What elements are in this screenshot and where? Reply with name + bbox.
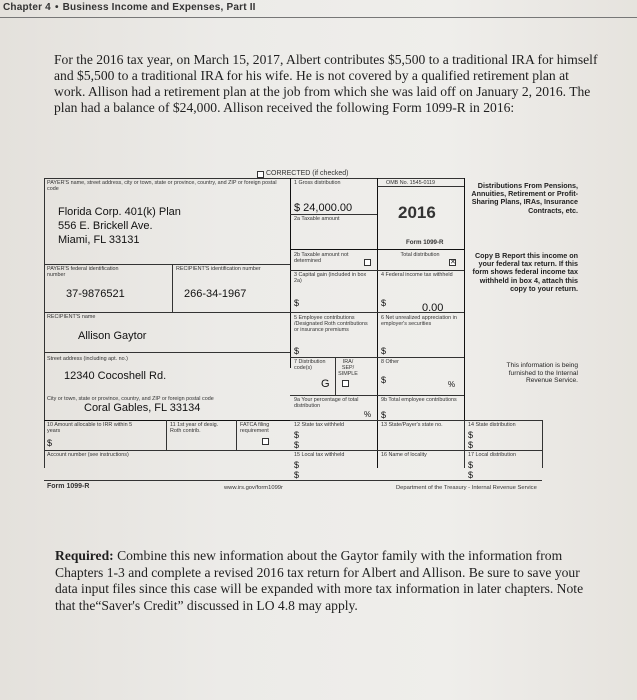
box5-rule: [290, 357, 464, 358]
payer-tin-label: PAYER'S federal identification number: [47, 266, 119, 278]
intro-paragraph: For the 2016 tax year, on March 15, 2017, Albert contributes $5,500 to a traditional IRA for himself and $5,500 to a traditional IRA for his wife. He is not covered by a qualified retirement plan at work. Allison had a retirement plan at the job from which she was laid off on January 2, 2016. The plan had a balance of $24,000. Allison received the following Form 1099-R in 2016:: [54, 52, 598, 115]
tin-bottom-rule: [44, 312, 464, 313]
tin-divider: [172, 264, 173, 312]
box17-dollar-a: $: [468, 460, 474, 470]
footer-department: Department of the Treasury - Internal Revenue Service: [396, 485, 537, 491]
box14-left-rule: [464, 420, 465, 468]
box3-label: 3 Capital gain (included in box 2a): [294, 272, 367, 284]
box1-value: $ 24,000.00: [294, 202, 353, 214]
box16-label: 16 Name of locality: [381, 452, 427, 458]
fatca-label: FATCA filing requirement: [240, 422, 270, 434]
box15-dollar-a: $: [294, 460, 300, 470]
payer-label: PAYER'S name, street address, city or town, state or province, country, and ZIP or foreign postal code: [47, 180, 277, 192]
street-label: Street address (including apt. no.): [47, 356, 128, 362]
payer-tin-value: 37-9876521: [66, 288, 125, 300]
required-label: Required:: [55, 548, 114, 563]
header-rule: [0, 17, 637, 18]
chapter-title: Business Income and Expenses, Part II: [62, 2, 256, 13]
box10-dollar: $: [47, 438, 53, 448]
street-value: 12340 Cocoshell Rd.: [64, 370, 167, 382]
form-left-rule: [44, 178, 45, 468]
box1-label: 1 Gross distribution: [294, 180, 341, 186]
form-far-right-rule: [542, 420, 543, 468]
box7-divider: [335, 357, 336, 395]
payer-line-1: Florida Corp. 401(k) Plan: [58, 206, 181, 218]
box6-dollar: $: [381, 346, 387, 356]
box11-divider: [236, 420, 237, 450]
chapter-header: [3, 2, 256, 13]
box10-label: 10 Amount allocable to IRR within 5 years: [47, 422, 133, 434]
form-name-small: Form 1099-R: [406, 239, 444, 246]
box9a-percent: %: [364, 410, 372, 419]
tin-top-rule: [44, 264, 290, 265]
irs-information-note: This information is being furnished to the Internal Revenue Service.: [506, 362, 578, 385]
box14-label: 14 State distribution: [468, 422, 516, 428]
box9b-dollar: $: [381, 410, 387, 420]
box15-label: 15 Local tax withheld: [294, 452, 345, 458]
payer-line-3: Miami, FL 33131: [58, 234, 140, 246]
box1-rule: [290, 214, 377, 215]
total-distribution-label: Total distribution: [400, 252, 440, 258]
recipient-tin-value: 266-34-1967: [184, 288, 247, 300]
name-bottom-rule: [44, 352, 290, 353]
ira-sep-simple-label: IRA/ SEP/ SIMPLE: [338, 359, 358, 377]
box10-divider: [166, 420, 167, 450]
box12-dollar-b: $: [294, 440, 300, 450]
footer-form-name: Form 1099-R: [47, 483, 90, 490]
form-side-title: Distributions From Pensions, Annuities, Retirement or Profit-Sharing Plans, IRAs, Insurance Contracts, etc.: [471, 181, 578, 215]
recipient-name-value: Allison Gaytor: [78, 330, 147, 342]
box11-label: 11 1st year of desig. Roth contrib.: [170, 422, 219, 434]
total-distribution-checkbox[interactable]: [449, 259, 456, 266]
box17-label: 17 Local distribution: [468, 452, 516, 458]
box8-label: 8 Other: [381, 359, 399, 365]
box8-dollar: $: [381, 375, 387, 385]
form-mid2-rule: [377, 178, 378, 468]
problem-intro: [54, 52, 602, 116]
city-value: Coral Gables, FL 33134: [84, 402, 201, 414]
fatca-checkbox[interactable]: [262, 438, 269, 445]
required-text: Combine this new information about the Gaytor family with the information from Chapters 1-3 and complete a revised 2016 tax return for Albert and Allison. Be sure to save your data input files since this case will be expanded with more tax information in later chapters. Note that the“Saver's Credit” discussed in LO 4.8 may apply.: [55, 548, 584, 613]
copy-b-text: Copy B Report this income on your federal tax return. If this form shows federal income tax withheld in box 4, attach this copy to your return.: [472, 251, 578, 293]
box5-dollar: $: [294, 346, 300, 356]
box17-dollar-b: $: [468, 470, 474, 480]
box7-rule: [290, 395, 464, 396]
box13-label: 13 State/Payer's state no.: [381, 422, 443, 428]
account-label: Account number (see instructions): [47, 452, 129, 458]
box2b-rule: [290, 270, 464, 271]
form-mid-rule: [290, 178, 291, 368]
box4-value: 0.00: [422, 302, 444, 314]
omb-number: OMB No. 1545-0119: [386, 180, 436, 186]
ira-sep-simple-checkbox[interactable]: [342, 380, 349, 387]
box12-bottom-rule: [44, 450, 542, 451]
box2b-checkbox[interactable]: [364, 259, 371, 266]
box12-top-rule: [290, 420, 542, 421]
footer-url: www.irs.gov/form1099r: [224, 485, 283, 491]
city-label: City or town, state or province, country, and ZIP or foreign postal code: [47, 396, 214, 402]
form-1099-r: [44, 170, 619, 490]
box5-label: 5 Employee contributions /Designated Roth contributions or insurance premiums: [294, 315, 368, 333]
recipient-tin-label: RECIPIENT'S identification number: [176, 266, 261, 272]
form-bottom-rule: [44, 480, 542, 481]
box15-dollar-b: $: [294, 470, 300, 480]
omb-rule: [377, 186, 464, 187]
recipient-name-label: RECIPIENT'S name: [47, 314, 96, 320]
box7-label: 7 Distribution code(s): [294, 359, 326, 371]
corrected-label: CORRECTED (if checked): [266, 170, 349, 177]
bullet-separator: •: [54, 2, 59, 13]
box9a-label: 9a Your percentage of total distribution: [294, 397, 359, 409]
box14-dollar-b: $: [468, 440, 474, 450]
payer-line-2: 556 E. Brickell Ave.: [58, 220, 153, 232]
box12-label: 12 State tax withheld: [294, 422, 345, 428]
box3-dollar: $: [294, 298, 300, 308]
box12-dollar-a: $: [294, 430, 300, 440]
chapter-number: Chapter 4: [3, 2, 51, 13]
box4-label: 4 Federal income tax withheld: [381, 272, 453, 278]
box9b-label: 9b Total employee contributions: [381, 397, 457, 403]
required-section: [55, 548, 603, 614]
box2a-rule: [290, 249, 464, 250]
box14-dollar-a: $: [468, 430, 474, 440]
corrected-checkbox[interactable]: [257, 171, 264, 178]
box6-label: 6 Net unrealized appreciation in employer's securities: [381, 315, 457, 327]
box2b-label: 2b Taxable amount not determined: [294, 252, 349, 264]
form-top-rule: [44, 178, 464, 179]
box2a-label: 2a Taxable amount: [294, 216, 340, 222]
tax-year: 2016: [398, 203, 436, 222]
box8-percent: %: [448, 380, 456, 389]
box4-dollar: $: [381, 298, 387, 308]
box7-value: G: [321, 378, 330, 390]
